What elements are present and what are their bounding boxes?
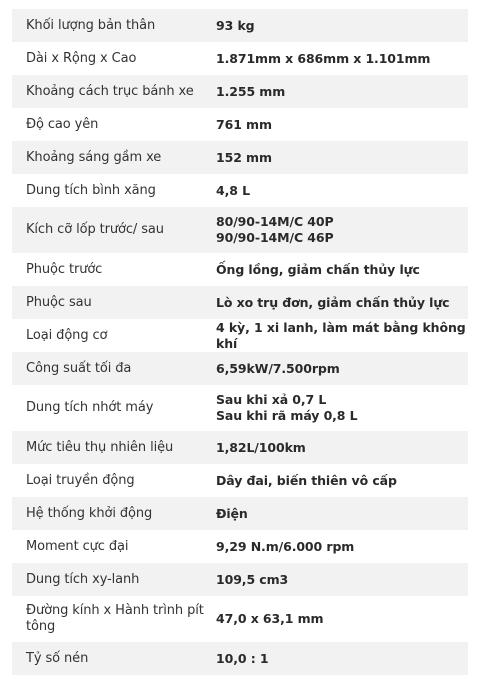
spec-value-line: 4,8 L (216, 182, 250, 198)
spec-label: Dung tích nhớt máy (26, 400, 154, 415)
spec-label: Loại động cơ (26, 327, 108, 343)
spec-row-displacement (12, 563, 468, 596)
spec-value-line: 1,82L/100km (216, 439, 306, 455)
spec-label: Mức tiêu thụ nhiên liệu (26, 439, 174, 455)
spec-label: Khối lượng bản thân (26, 17, 156, 33)
spec-label: Kích cỡ lốp trước/ sau (26, 222, 164, 237)
spec-row-max-power (12, 352, 468, 385)
spec-label: Đường kính x Hành trình pít tông (26, 603, 204, 634)
spec-value (216, 117, 468, 133)
spec-row-max-torque (12, 530, 468, 563)
spec-row-seat-height (12, 108, 468, 141)
spec-value-line: 90/90-14M/C 46P (216, 230, 334, 245)
spec-value (216, 320, 468, 352)
spec-label: Tỷ số nén (26, 650, 89, 666)
spec-row-fuel-consumption (12, 431, 468, 464)
spec-value-line: 1.871mm x 686mm x 1.101mm (216, 50, 431, 66)
spec-row-dimensions (12, 42, 468, 75)
spec-value-line: 761 mm (216, 116, 272, 132)
spec-value (216, 651, 468, 667)
spec-value-line: Lò xo trụ đơn, giảm chấn thủy lực (216, 294, 450, 310)
spec-value (216, 150, 468, 166)
spec-value (216, 440, 468, 456)
spec-value-line: 152 mm (216, 149, 272, 165)
spec-row-wheelbase (12, 75, 468, 108)
spec-row-front-suspension (12, 253, 468, 286)
spec-value-line: 9,29 N.m/6.000 rpm (216, 538, 355, 554)
spec-value (216, 214, 468, 246)
spec-value (216, 539, 468, 555)
spec-table (12, 9, 468, 675)
spec-value-line: 47,0 x 63,1 mm (216, 611, 324, 626)
spec-row-curb-weight (12, 9, 468, 42)
spec-value-line: 109,5 cm3 (216, 571, 289, 587)
spec-row-oil-capacity (12, 385, 468, 431)
spec-value-line: Dây đai, biến thiên vô cấp (216, 472, 397, 488)
spec-value-line: 1.255 mm (216, 83, 286, 99)
spec-label: Độ cao yên (26, 116, 99, 132)
spec-value (216, 18, 468, 34)
spec-value (216, 84, 468, 100)
spec-label: Khoảng sáng gầm xe (26, 149, 162, 165)
spec-value-line: Ống lồng, giảm chấn thủy lực (216, 261, 420, 277)
spec-row-fuel-tank (12, 174, 468, 207)
spec-row-rear-suspension (12, 286, 468, 319)
spec-label: Loại truyền động (26, 472, 135, 488)
spec-value (216, 183, 468, 199)
spec-label: Công suất tối đa (26, 360, 132, 376)
spec-value-line: 80/90-14M/C 40P (216, 214, 334, 229)
spec-value (216, 262, 468, 278)
spec-value (216, 295, 468, 311)
spec-value-line: 4 kỳ, 1 xi lanh, làm mát bằng không khí (216, 319, 466, 351)
spec-label: Dài x Rộng x Cao (26, 50, 137, 66)
spec-label: Dung tích bình xăng (26, 182, 156, 198)
spec-value (216, 506, 468, 522)
spec-value-line: Sau khi rã máy 0,8 L (216, 408, 358, 423)
spec-label: Khoảng cách trục bánh xe (26, 83, 194, 99)
spec-value (216, 361, 468, 377)
spec-value (216, 572, 468, 588)
spec-value-line: 6,59kW/7.500rpm (216, 360, 340, 376)
spec-value-line: 10,0 : 1 (216, 650, 269, 666)
spec-row-tire-size (12, 207, 468, 253)
spec-row-starter (12, 497, 468, 530)
spec-value (216, 51, 468, 67)
spec-label: Dung tích xy-lanh (26, 571, 140, 587)
spec-row-compression-ratio (12, 642, 468, 675)
spec-value (216, 392, 468, 424)
spec-value-line: 93 kg (216, 17, 255, 33)
spec-row-engine-type (12, 319, 468, 352)
spec-row-transmission (12, 464, 468, 497)
spec-label: Phuộc sau (26, 294, 92, 310)
spec-value-line: Sau khi xả 0,7 L (216, 392, 327, 407)
spec-label: Phuộc trước (26, 261, 103, 277)
spec-row-bore-stroke (12, 596, 468, 642)
spec-value (216, 473, 468, 489)
spec-value-line: Điện (216, 505, 248, 521)
spec-value (216, 611, 468, 627)
spec-label: Moment cực đại (26, 538, 129, 554)
spec-label: Hệ thống khởi động (26, 505, 153, 521)
spec-row-ground-clearance (12, 141, 468, 174)
